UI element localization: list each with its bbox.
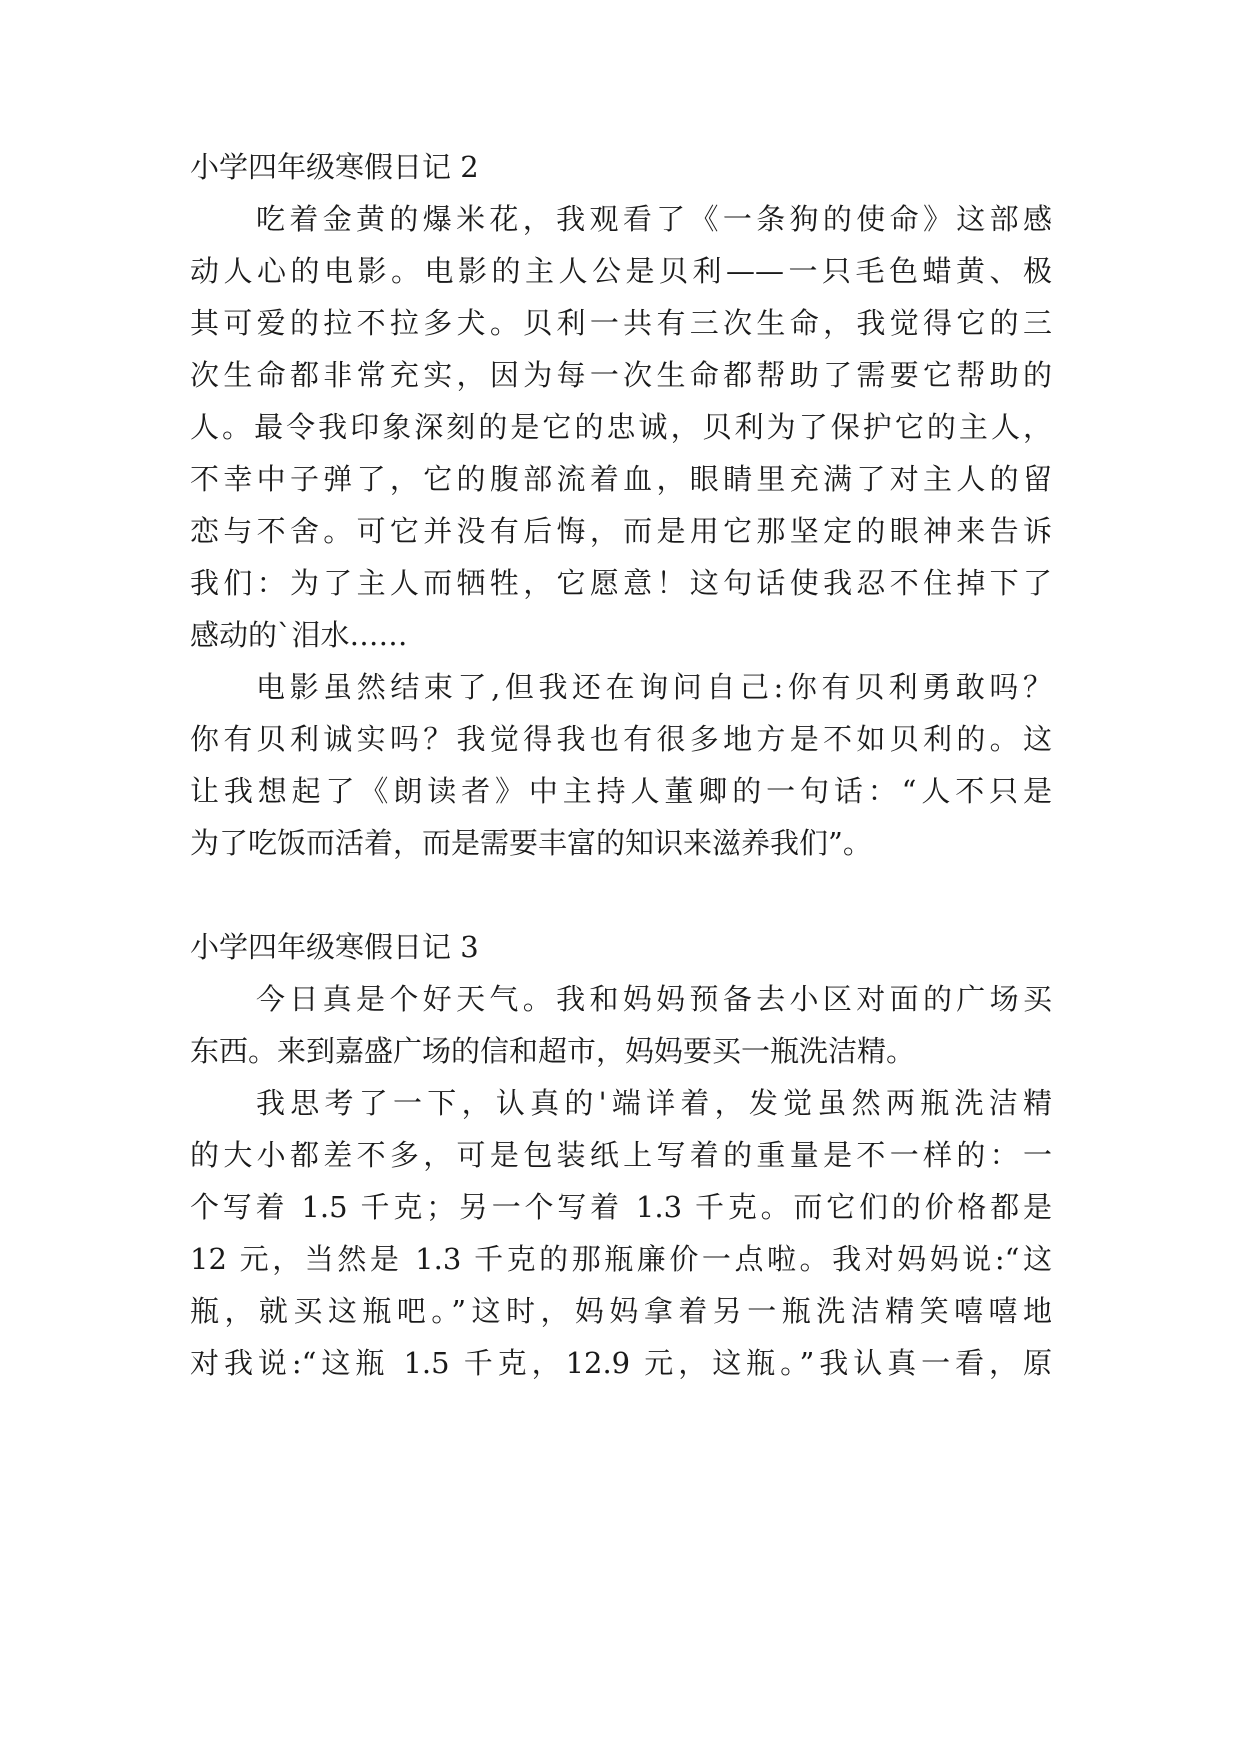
paragraph-line: 不幸中子弹了，它的腹部流着血，眼睛里充满了对主人的留 xyxy=(190,462,1052,496)
paragraph-line: 电影虽然结束了,但我还在询问自己:你有贝利勇敢吗？ xyxy=(256,670,1052,704)
paragraph-line: 我思考了一下，认真的'端详着，发觉虽然两瓶洗洁精 xyxy=(256,1086,1052,1120)
paragraph-line: 对我说:“这瓶 1.5 千克，12.9 元，这瓶。”我认真一看，原 xyxy=(190,1346,1052,1380)
paragraph-line: 你有贝利诚实吗？我觉得我也有很多地方是不如贝利的。这 xyxy=(190,722,1052,756)
paragraph-line: 人。最令我印象深刻的是它的忠诚，贝利为了保护它的主人， xyxy=(190,410,1052,444)
paragraph-line: 我们：为了主人而牺牲，它愿意！这句话使我忍不住掉下了 xyxy=(190,566,1052,600)
paragraph-line: 瓶，就买这瓶吧。”这时，妈妈拿着另一瓶洗洁精笑嘻嘻地 xyxy=(190,1294,1052,1328)
document-page xyxy=(190,0,1052,1754)
paragraph-line: 让我想起了《朗读者》中主持人董卿的一句话：“人不只是 xyxy=(190,774,1052,808)
paragraph-line: 12 元，当然是 1.3 千克的那瓶廉价一点啦。我对妈妈说:“这 xyxy=(190,1242,1052,1276)
paragraph-line: 恋与不舍。可它并没有后悔，而是用它那坚定的眼神来告诉 xyxy=(190,514,1052,548)
paragraph-line: 今日真是个好天气。我和妈妈预备去小区对面的广场买 xyxy=(256,982,1052,1016)
paragraph-line: 动人心的电影。电影的主人公是贝利——一只毛色蜡黄、极 xyxy=(190,254,1052,288)
paragraph-line: 感动的`泪水…… xyxy=(190,618,408,652)
paragraph-line: 次生命都非常充实，因为每一次生命都帮助了需要它帮助的 xyxy=(190,358,1052,392)
paragraph-line: 其可爱的拉不拉多犬。贝利一共有三次生命，我觉得它的三 xyxy=(190,306,1052,340)
paragraph-line: 个写着 1.5 千克；另一个写着 1.3 千克。而它们的价格都是 xyxy=(190,1190,1052,1224)
paragraph-line: 吃着金黄的爆米花，我观看了《一条狗的使命》这部感 xyxy=(256,202,1052,236)
diary-title-2: 小学四年级寒假日记 2 xyxy=(190,150,479,184)
paragraph-line: 为了吃饭而活着，而是需要丰富的知识来滋养我们”。 xyxy=(190,826,872,860)
paragraph-line: 东西。来到嘉盛广场的信和超市，妈妈要买一瓶洗洁精。 xyxy=(190,1034,916,1068)
paragraph-line: 的大小都差不多，可是包装纸上写着的重量是不一样的：一 xyxy=(190,1138,1052,1172)
diary-title-3: 小学四年级寒假日记 3 xyxy=(190,930,479,964)
